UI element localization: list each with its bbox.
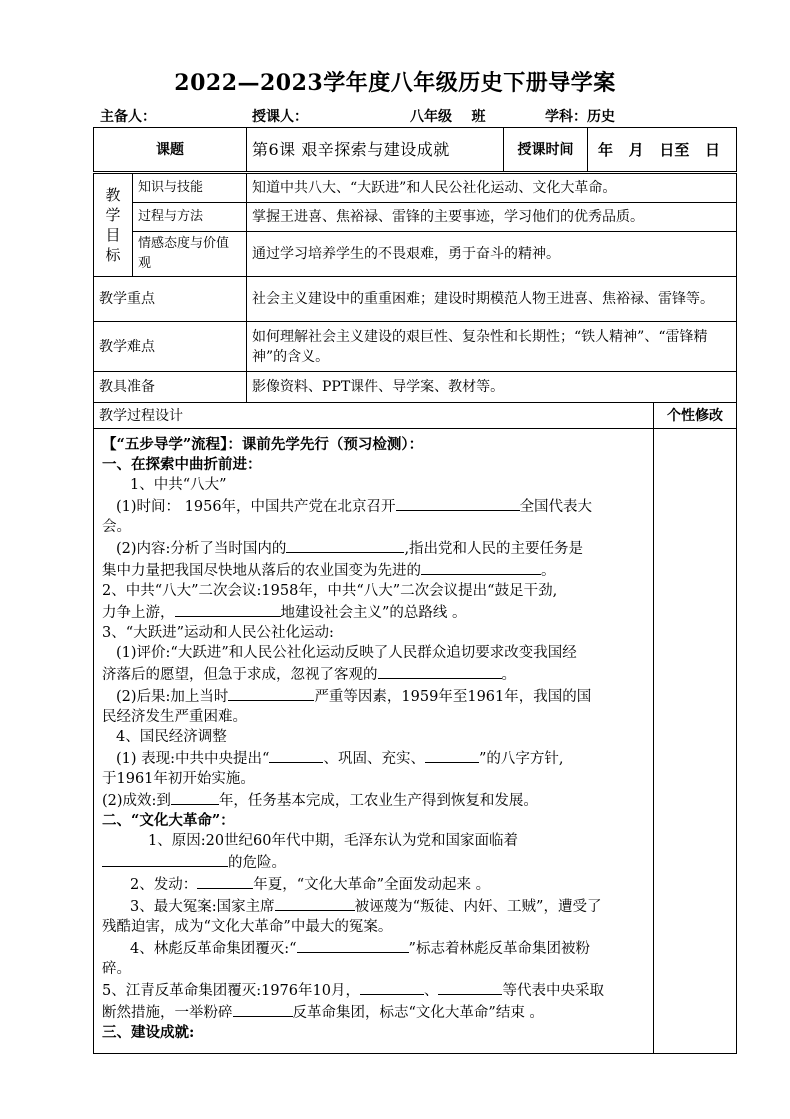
text-line: 会。	[102, 519, 131, 535]
key-points-label: 教学重点	[94, 277, 247, 322]
text-line: 民经济发生严重困难。	[102, 709, 247, 725]
preparer-label: 主备人：	[100, 109, 156, 125]
flow-heading: 【“五步导学”流程】：课前先学先行（预习检测）：	[102, 436, 424, 453]
goals-char: 目	[105, 226, 121, 244]
text-line: (2)成效:到 年，任务基本完成，工农业生产得到恢复和发展。	[102, 789, 647, 811]
text-line: 1、原因:20世纪60年代中期，毛泽东认为党和国家面临着	[148, 833, 519, 849]
process-content	[94, 429, 654, 1054]
fill-blank[interactable]	[233, 1001, 293, 1017]
difficulties-label: 教学难点	[94, 322, 247, 372]
text-line: 2、中共“八大”二次会议:1958年，中共“八大”二次会议提出“鼓足干劲,	[102, 583, 558, 599]
text-line: (2)内容:分析了当时国内的 ,指出党和人民的主要任务是	[102, 537, 647, 559]
personal-edit-label: 个性修改	[654, 403, 737, 429]
goal-emotion-label: 情感态度与价值观	[133, 232, 247, 277]
process-label: 教学过程设计	[94, 403, 654, 429]
text-line: 的危险。	[102, 851, 647, 873]
text-line: 4、林彪反革命集团覆灭:“ ”标志着林彪反革命集团被粉	[102, 937, 647, 959]
key-points-value: 社会主义建设中的重重困难；建设时期模范人物王进喜、焦裕禄、雷锋等。	[247, 277, 737, 322]
item-heading: 4、国民经济调整	[116, 729, 227, 745]
fill-blank[interactable]	[171, 789, 219, 805]
fill-blank[interactable]	[102, 851, 228, 867]
fill-blank[interactable]	[275, 895, 355, 911]
subject-label: 学科：历史	[545, 109, 615, 125]
text-line: 集中力量把我国尽快地从落后的农业国变为先进的 。	[102, 559, 647, 581]
fill-blank[interactable]	[228, 685, 314, 701]
text-line: (2)后果:加上当时 严重等因素，1959年至1961年，我国的国	[102, 685, 647, 707]
goals-char: 教	[105, 186, 121, 204]
teacher-label: 授课人：	[252, 109, 308, 125]
text-line: 3、“大跃进”运动和人民公社化运动:	[102, 625, 334, 641]
goal-knowledge-label: 知识与技能	[133, 173, 247, 203]
text-line: (1)时间： 1956年，中国共产党在北京召开 全国代表大	[102, 495, 647, 517]
section-one-heading: 一、在探索中曲折前进：	[102, 456, 262, 473]
topic-value: 第6课 艰辛探索与建设成就	[247, 128, 504, 173]
text-line: 5、江青反革命集团覆灭:1976年10月， 、 等代表中央采取	[102, 979, 647, 1001]
goals-label	[94, 173, 133, 277]
text-line: (1)评价:“大跃进”和人民公社化运动反映了人民群众追切要求改变我国经	[116, 645, 577, 661]
materials-label: 教具准备	[94, 372, 247, 403]
goal-process-label: 过程与方法	[133, 203, 247, 232]
text-line: 2、发动： 年夏，“文化大革命”全面发动起来 。	[102, 873, 647, 895]
fill-blank[interactable]	[438, 979, 502, 995]
fill-blank[interactable]	[421, 559, 541, 575]
text-line: 于1961年初开始实施。	[102, 771, 255, 787]
grade-class-label: 八年级 班	[410, 109, 486, 125]
fill-blank[interactable]	[297, 937, 409, 953]
fill-blank[interactable]	[286, 537, 404, 553]
fill-blank[interactable]	[197, 873, 253, 889]
text-line: 济落后的愿望，但急于求成，忽视了客观的 。	[102, 663, 647, 685]
goal-knowledge-value: 知道中共八大、“大跃进”和人民公社化运动、文化大革命。	[247, 173, 737, 203]
goals-char: 标	[105, 246, 121, 264]
materials-value: 影像资料、PPT课件、导学案、教材等。	[247, 372, 737, 403]
text-line: 残酷迫害，成为“文化大革命”中最大的冤案。	[102, 919, 393, 935]
text-line: 力争上游， 地建设社会主义”的总路线 。	[102, 601, 647, 623]
goal-process-value: 掌握王进喜、焦裕禄、雷锋的主要事迹，学习他们的优秀品质。	[247, 203, 737, 232]
section-two-heading: 二、“文化大革命”：	[102, 812, 235, 829]
page-title: 2022—2023学年度八年级历史下册导学案	[174, 70, 616, 96]
section-three-heading: 三、建设成就:	[102, 1024, 195, 1041]
fill-blank[interactable]	[378, 663, 502, 679]
fill-blank[interactable]	[396, 495, 520, 511]
goals-char: 学	[105, 206, 121, 224]
fill-blank[interactable]	[360, 979, 424, 995]
time-value: 年 月 日至 日	[588, 128, 737, 173]
text-line: 碎。	[102, 961, 131, 977]
lesson-plan-table	[93, 127, 737, 1054]
difficulties-value: 如何理解社会主义建设的艰巨性、复杂性和长期性；“铁人精神”、“雷锋精神”的含义。	[247, 322, 737, 372]
fill-blank[interactable]	[175, 601, 281, 617]
goal-emotion-value: 通过学习培养学生的不畏艰难，勇于奋斗的精神。	[247, 232, 737, 277]
personal-edit-area[interactable]	[654, 429, 737, 1054]
item-heading: 1、中共“八大”	[130, 477, 227, 493]
text-line: 3、最大冤案:国家主席 被诬蔑为“叛徒、内奸、工贼”，遭受了	[102, 895, 647, 917]
topic-label: 课题	[94, 128, 247, 173]
meta-row	[100, 106, 740, 126]
text-line: (1) 表现:中共中央提出“ 、巩固、充实、 ”的八字方针,	[102, 747, 647, 769]
time-label: 授课时间	[504, 128, 588, 173]
fill-blank[interactable]	[269, 747, 323, 763]
text-line: 断然措施，一举粉碎 反革命集团，标志“文化大革命”结束 。	[102, 1001, 647, 1023]
fill-blank[interactable]	[425, 747, 479, 763]
